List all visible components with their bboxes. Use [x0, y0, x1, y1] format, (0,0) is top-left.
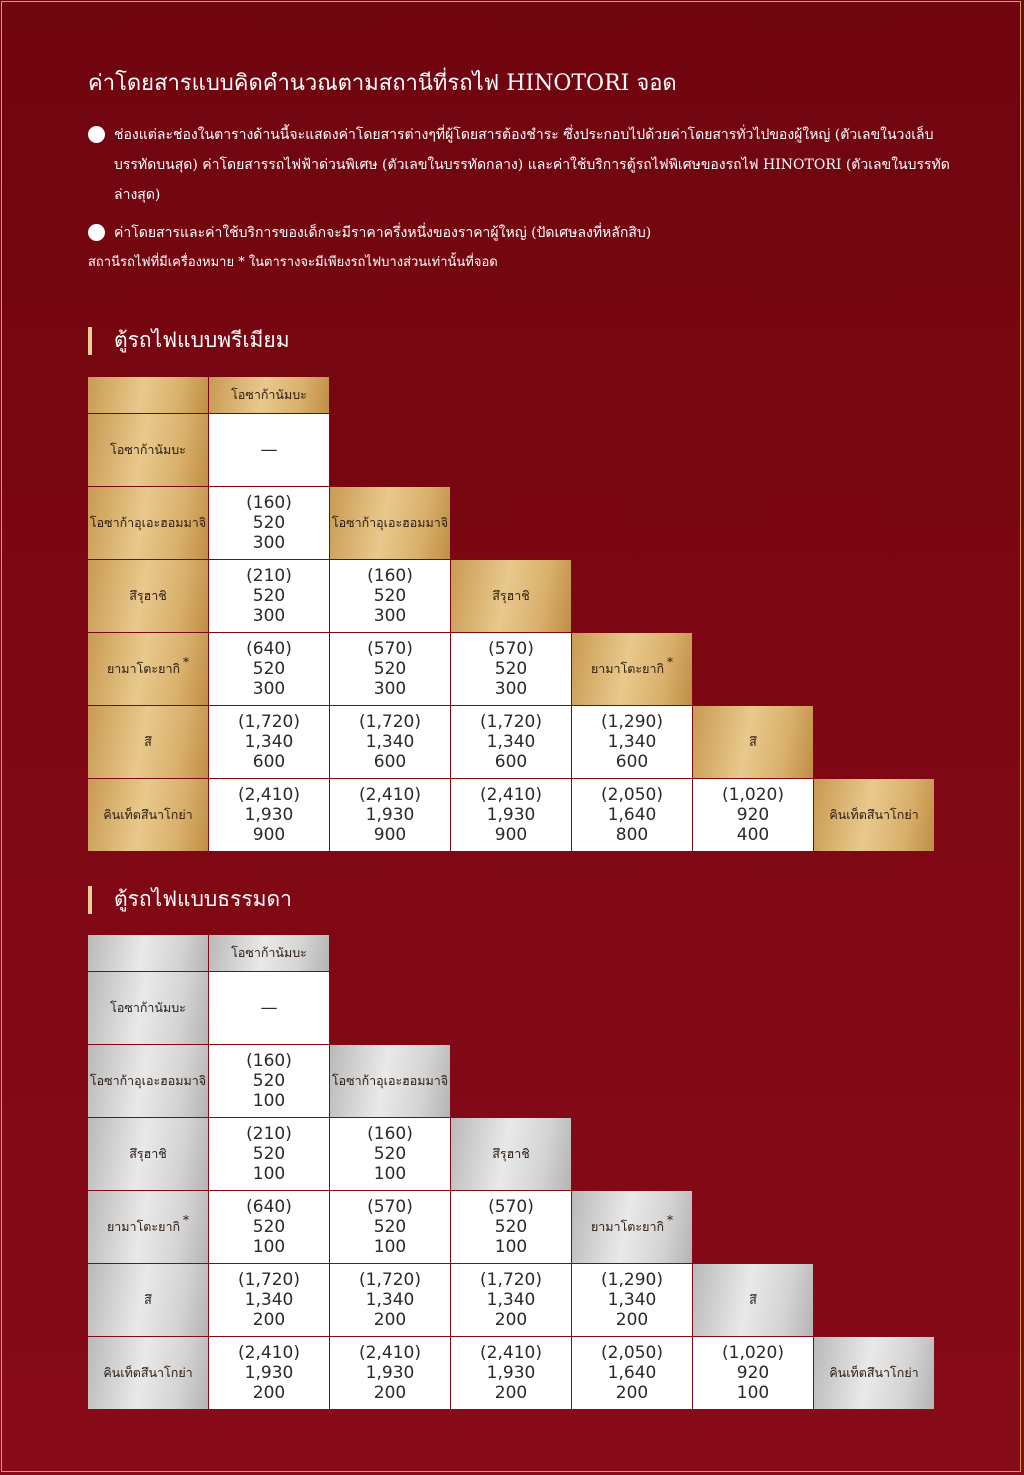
station-name: ยามาโตะยากิ: [106, 1219, 181, 1234]
special-car-fare: 800: [615, 825, 649, 845]
express-fare: 520: [252, 1144, 286, 1164]
base-fare: (160): [367, 1124, 413, 1144]
fare-cell: [209, 1337, 329, 1409]
base-fare: (1,720): [480, 712, 542, 732]
station-name: สึรุฮาชิ: [492, 1146, 530, 1161]
row-header: [88, 972, 208, 1044]
fare-cell: [451, 1337, 571, 1409]
station-name: โอซาก้าอุเอะฮอมมาจิ: [89, 515, 207, 530]
partial-stop-marker: *: [667, 1213, 674, 1227]
express-fare: 520: [252, 513, 286, 533]
base-fare: (160): [246, 1051, 292, 1071]
base-fare: (210): [246, 1124, 292, 1144]
express-fare: 520: [373, 1144, 407, 1164]
info-item: [88, 120, 968, 210]
fare-cell: [209, 1191, 329, 1263]
fare-cell: [209, 779, 329, 851]
fare-cell: [209, 560, 329, 632]
bullet-dot-icon: [88, 224, 105, 241]
express-fare: 520: [252, 659, 286, 679]
station-name: โอซาก้าอุเอะฮอมมาจิ: [331, 1073, 449, 1088]
diagonal-station-header: [693, 1264, 813, 1336]
station-name: ยามาโตะยากิ: [590, 1219, 665, 1234]
base-fare: (640): [246, 639, 292, 659]
column-header: [209, 935, 329, 971]
special-car-fare: 200: [373, 1383, 407, 1403]
fare-cell: [330, 706, 450, 778]
fare-cell: [693, 779, 813, 851]
special-car-fare: 100: [736, 1383, 770, 1403]
express-fare: 1,930: [365, 1363, 415, 1383]
fare-cell: [330, 560, 450, 632]
station-name: คินเท็ตสึนาโกย่า: [103, 807, 193, 822]
special-car-fare: 600: [373, 752, 407, 772]
base-fare: (2,050): [601, 785, 663, 805]
diagonal-station-header: [330, 487, 450, 559]
special-car-fare: 900: [252, 825, 286, 845]
fare-cell: [572, 1264, 692, 1336]
station-name: คินเท็ตสึนาโกย่า: [829, 807, 919, 822]
diagonal-station-header: [572, 1191, 692, 1263]
bullet-dot-icon: [88, 126, 105, 143]
row-header: [88, 706, 208, 778]
base-fare: (1,720): [359, 1270, 421, 1290]
special-car-fare: 200: [615, 1383, 649, 1403]
row-header: [88, 1264, 208, 1336]
express-fare: 520: [494, 659, 528, 679]
section-bar: [88, 327, 92, 355]
base-fare: (160): [246, 493, 292, 513]
row-header: [88, 633, 208, 705]
special-car-fare: 200: [252, 1383, 286, 1403]
station-name: สึรุฮาชิ: [129, 1146, 167, 1161]
base-fare: (1,720): [238, 1270, 300, 1290]
section-bar: [88, 886, 92, 914]
station-name: สึ: [749, 734, 757, 749]
fare-cell: [451, 779, 571, 851]
special-car-fare: 100: [252, 1237, 286, 1257]
express-fare: 1,340: [365, 1290, 415, 1310]
express-fare: 1,340: [486, 1290, 536, 1310]
section-title-regular: [88, 883, 292, 915]
section-title-premium: [88, 324, 290, 356]
base-fare: (2,410): [480, 1343, 542, 1363]
fare-cell: [451, 1264, 571, 1336]
special-car-fare: 200: [494, 1310, 528, 1330]
page-title: ค่าโดยสารแบบคิดคำนวณตามสถานีที่รถไฟ HINOTORI จอด: [88, 71, 677, 96]
base-fare: (1,720): [359, 712, 421, 732]
diagonal-station-header: [693, 706, 813, 778]
fare-cell: [693, 1337, 813, 1409]
special-car-fare: 200: [373, 1310, 407, 1330]
special-car-fare: 400: [736, 825, 770, 845]
info-item: [88, 218, 968, 248]
base-fare: (1,720): [238, 712, 300, 732]
special-car-fare: 300: [252, 679, 286, 699]
express-fare: 1,340: [244, 732, 294, 752]
express-fare: 1,640: [607, 1363, 657, 1383]
fare-cell: [209, 706, 329, 778]
base-fare: (570): [488, 639, 534, 659]
special-car-fare: 900: [373, 825, 407, 845]
express-fare: 1,930: [486, 1363, 536, 1383]
row-header: [88, 414, 208, 486]
row-header: [88, 560, 208, 632]
fare-cell: [330, 1264, 450, 1336]
special-car-fare: 200: [615, 1310, 649, 1330]
fare-cell: [209, 1118, 329, 1190]
star-note: สถานีรถไฟที่มีเครื่องหมาย * ในตารางจะมีเพียงรถไฟบางส่วนเท่านั้นที่จอด: [88, 255, 498, 270]
station-name: โอซาก้านัมบะ: [110, 442, 186, 457]
base-fare: (2,410): [238, 1343, 300, 1363]
express-fare: 1,340: [486, 732, 536, 752]
express-fare: 1,930: [365, 805, 415, 825]
fare-cell: [451, 1191, 571, 1263]
section-title-text: ตู้รถไฟแบบธรรมดา: [114, 887, 292, 911]
express-fare: 920: [736, 1363, 770, 1383]
special-car-fare: 200: [252, 1310, 286, 1330]
row-header: [88, 779, 208, 851]
row-header: [88, 1337, 208, 1409]
diagonal-station-header: [451, 1118, 571, 1190]
partial-stop-marker: *: [183, 655, 190, 669]
station-name: สึ: [144, 1292, 152, 1307]
express-fare: 1,930: [244, 805, 294, 825]
base-fare: (1,020): [722, 785, 784, 805]
row-header: [88, 1191, 208, 1263]
corner-cell: [88, 377, 208, 413]
fare-content: [88, 62, 968, 1403]
fare-cell: [330, 1337, 450, 1409]
diagonal-station-header: [451, 560, 571, 632]
row-header: [88, 1118, 208, 1190]
express-fare: 1,640: [607, 805, 657, 825]
fare-cell: [572, 1337, 692, 1409]
station-name: ยามาโตะยากิ: [106, 661, 181, 676]
base-fare: (2,410): [238, 785, 300, 805]
express-fare: 520: [252, 1071, 286, 1091]
station-name: โอซาก้าอุเอะฮอมมาจิ: [89, 1073, 207, 1088]
fare-cell: [209, 1045, 329, 1117]
station-name: โอซาก้านัมบะ: [110, 1000, 186, 1015]
station-name: สึรุฮาชิ: [129, 588, 167, 603]
express-fare: 1,340: [244, 1290, 294, 1310]
base-fare: (1,020): [722, 1343, 784, 1363]
special-car-fare: 100: [252, 1164, 286, 1184]
base-fare: (570): [488, 1197, 534, 1217]
special-car-fare: 300: [373, 679, 407, 699]
fare-cell: [330, 779, 450, 851]
special-car-fare: 900: [494, 825, 528, 845]
info-list: [88, 120, 968, 248]
express-fare: 1,340: [607, 1290, 657, 1310]
same-station-cell: —: [209, 972, 329, 1044]
special-car-fare: 300: [252, 533, 286, 553]
base-fare: (570): [367, 639, 413, 659]
fare-cell: [209, 487, 329, 559]
special-car-fare: 300: [252, 606, 286, 626]
special-car-fare: 300: [373, 606, 407, 626]
special-car-fare: 600: [615, 752, 649, 772]
diagonal-station-header: [814, 779, 934, 851]
station-name: คินเท็ตสึนาโกย่า: [103, 1365, 193, 1380]
base-fare: (1,720): [480, 1270, 542, 1290]
station-name: ยามาโตะยากิ: [590, 661, 665, 676]
express-fare: 1,340: [607, 732, 657, 752]
special-car-fare: 300: [494, 679, 528, 699]
fare-cell: [209, 633, 329, 705]
diagonal-station-header: [814, 1337, 934, 1409]
partial-stop-marker: *: [667, 655, 674, 669]
express-fare: 520: [373, 1217, 407, 1237]
base-fare: (210): [246, 566, 292, 586]
corner-cell: [88, 935, 208, 971]
fare-cell: [572, 779, 692, 851]
express-fare: 520: [252, 586, 286, 606]
base-fare: (2,050): [601, 1343, 663, 1363]
station-name: สึ: [749, 1292, 757, 1307]
same-station-cell: —: [209, 414, 329, 486]
base-fare: (570): [367, 1197, 413, 1217]
express-fare: 520: [252, 1217, 286, 1237]
express-fare: 1,340: [365, 732, 415, 752]
express-fare: 1,930: [244, 1363, 294, 1383]
base-fare: (640): [246, 1197, 292, 1217]
express-fare: 920: [736, 805, 770, 825]
express-fare: 520: [373, 586, 407, 606]
fare-cell: [209, 1264, 329, 1336]
base-fare: (1,290): [601, 712, 663, 732]
column-header: [209, 377, 329, 413]
special-car-fare: 600: [252, 752, 286, 772]
section-title-text: ตู้รถไฟแบบพรีเมียม: [114, 328, 290, 352]
station-name: สึรุฮาชิ: [492, 588, 530, 603]
fare-cell: [330, 633, 450, 705]
station-name: โอซาก้านัมบะ: [231, 387, 307, 402]
fare-cell: [451, 633, 571, 705]
row-header: [88, 1045, 208, 1117]
row-header: [88, 487, 208, 559]
special-car-fare: 100: [373, 1164, 407, 1184]
station-name: คินเท็ตสึนาโกย่า: [829, 1365, 919, 1380]
base-fare: (2,410): [480, 785, 542, 805]
fare-cell: [451, 706, 571, 778]
diagonal-station-header: [572, 633, 692, 705]
fare-cell: [330, 1191, 450, 1263]
base-fare: (2,410): [359, 785, 421, 805]
special-car-fare: 100: [494, 1237, 528, 1257]
base-fare: (2,410): [359, 1343, 421, 1363]
fare-cell: [330, 1118, 450, 1190]
base-fare: (1,290): [601, 1270, 663, 1290]
special-car-fare: 100: [252, 1091, 286, 1111]
station-name: สึ: [144, 734, 152, 749]
special-car-fare: 200: [494, 1383, 528, 1403]
diagonal-station-header: [330, 1045, 450, 1117]
express-fare: 1,930: [486, 805, 536, 825]
express-fare: 520: [494, 1217, 528, 1237]
fare-cell: [572, 706, 692, 778]
station-name: โอซาก้านัมบะ: [231, 945, 307, 960]
partial-stop-marker: *: [183, 1213, 190, 1227]
express-fare: 520: [373, 659, 407, 679]
info-text: ค่าโดยสารและค่าใช้บริการของเด็กจะมีราคาครึ่งหนึ่งของราคาผู้ใหญ่ (ปัดเศษลงที่หลักสิบ): [114, 225, 652, 241]
special-car-fare: 100: [373, 1237, 407, 1257]
base-fare: (160): [367, 566, 413, 586]
info-text: ช่องแต่ละช่องในตารางด้านนี้จะแสดงค่าโดยสารต่างๆที่ผู้โดยสารต้องชำระ ซึ่งประกอบไปด้วยค่าโดยสารทั่วไปของผู้ใหญ่ (ตัวเลขในวงเล็บบรรทัดบนสุด) ค่าโดยสารรถไฟฟ้าด่วนพิเศษ (ตัวเลขในบรรทัดกลาง) และค่าใช้บริการตู้รถไฟพิเศษของรถไฟ HINOTORI (ตัวเลขในบรรทัดล่างสุด): [114, 127, 950, 203]
special-car-fare: 600: [494, 752, 528, 772]
station-name: โอซาก้าอุเอะฮอมมาจิ: [331, 515, 449, 530]
